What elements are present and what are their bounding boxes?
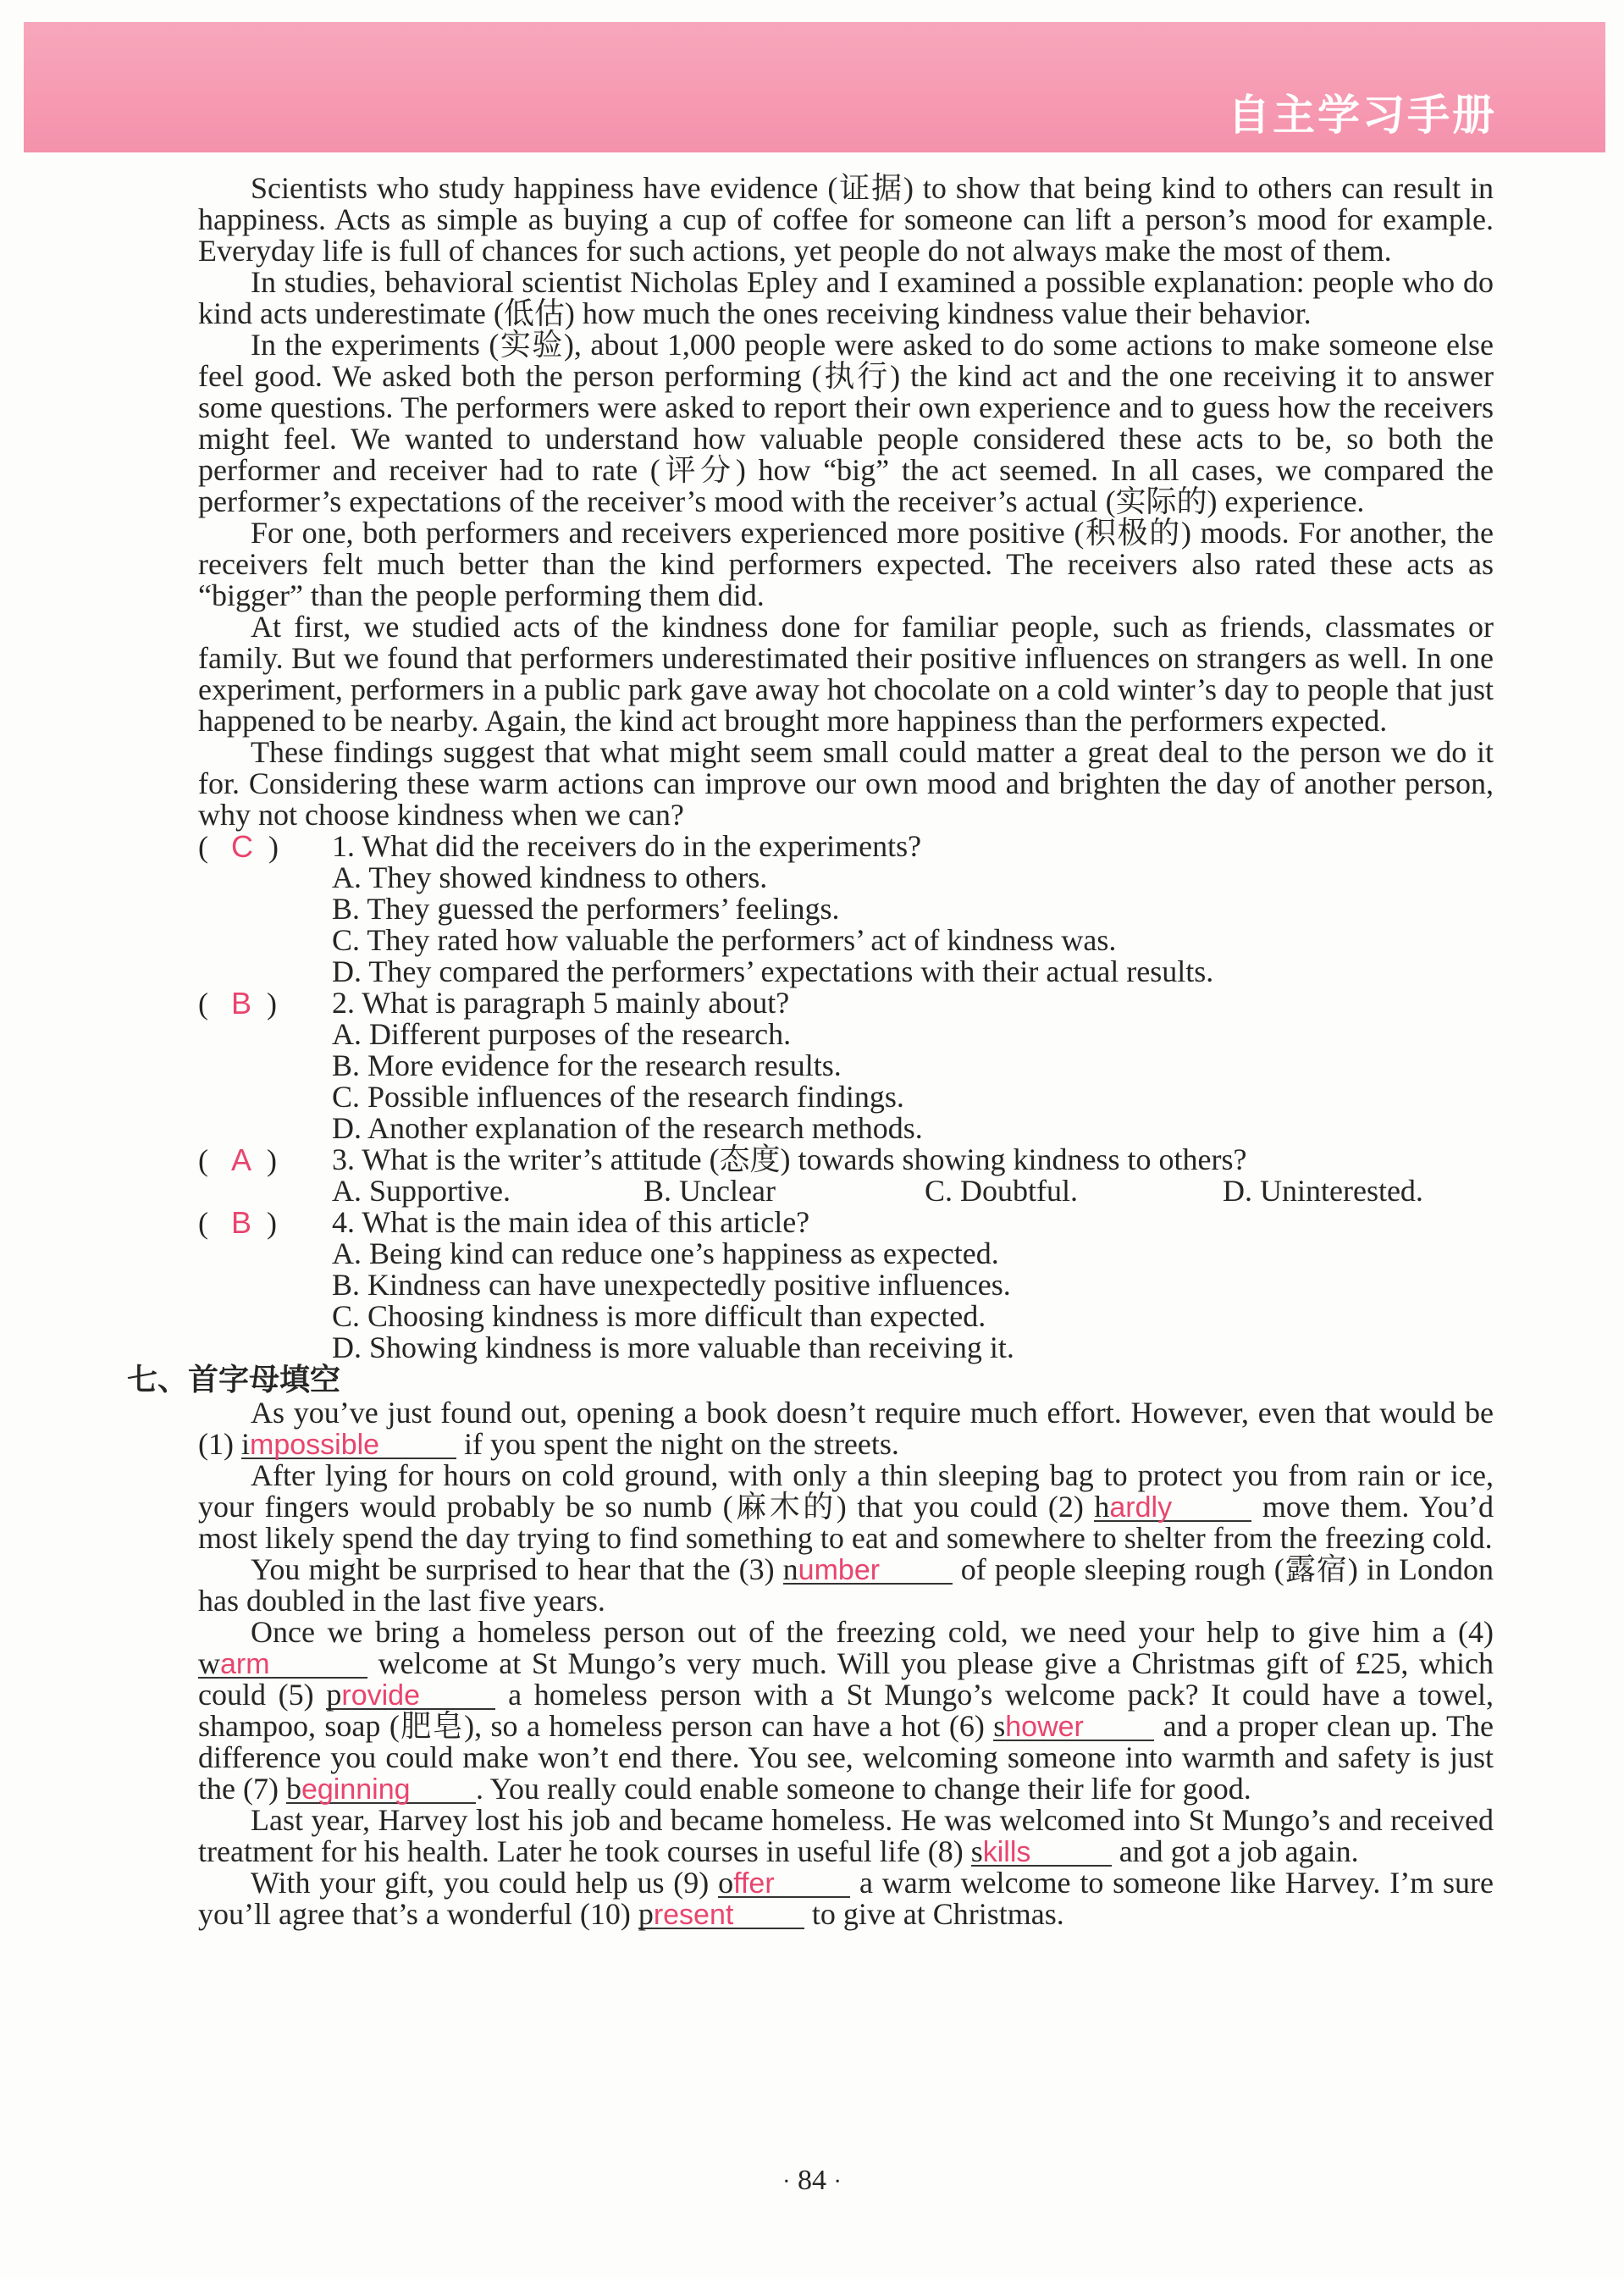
fill-blank[interactable]: offer bbox=[718, 1870, 850, 1898]
reading-paragraph: Scientists who study happiness have evidence (证据) to show that being kind to others can result in happiness. Acts as simple as buying a cup of coffee for someone can lift a person’s mood for example. Everyday life is full of chances for such actions, yet people do not always make the most of them. bbox=[198, 171, 1494, 268]
question-2 bbox=[198, 987, 1494, 1144]
cloze-paragraph: With your gift, you could help us (9) offer a warm welcome to someone like Harvey. I’m sure you’ll agree that’s a wonderful (10) present to give at Christmas. bbox=[198, 1866, 1494, 1931]
cloze-paragraph: Once we bring a homeless person out of the freezing cold, we need your help to give him a (4) warm welcome at St Mungo’s very much. Will you please give a Christmas gift of £25, which could (5) provide a homeless person with a St Mungo’s welcome pack? It could have a towel, shampoo, soap (肥皂), so a homeless person can have a hot (6) shower and a proper clean up. The difference you could make won’t end there. You see, welcoming someone into warmth and safety is just the (7) beginning . You really could enable someone to change their life for good. bbox=[198, 1615, 1494, 1806]
answer-bracket: ( B ) bbox=[198, 986, 278, 1021]
answer-bracket: ( C ) bbox=[198, 829, 279, 864]
answer-mark: C bbox=[231, 829, 253, 864]
fill-blank[interactable]: beginning bbox=[286, 1776, 476, 1804]
option: D. Uninterested. bbox=[1223, 1174, 1423, 1208]
question-text: 4. What is the main idea of this article? bbox=[332, 1205, 810, 1239]
answer-bracket: ( B ) bbox=[198, 1205, 278, 1240]
option: C. Doubtful. bbox=[925, 1174, 1079, 1208]
reading-paragraph: These findings suggest that what might seem small could matter a great deal to the person we do it for. Considering these warm actions can improve our own mood and brighten the day of another person, why not choose kindness when we can? bbox=[198, 735, 1494, 832]
question-text: 2. What is paragraph 5 mainly about? bbox=[332, 986, 790, 1020]
option: B. They guessed the performers’ feelings. bbox=[332, 892, 840, 926]
option: B. Unclear bbox=[644, 1174, 776, 1208]
option: C. Possible influences of the research findings. bbox=[332, 1080, 904, 1114]
fill-blank[interactable]: impossible bbox=[241, 1431, 456, 1459]
answer-mark: B bbox=[231, 1205, 252, 1240]
cloze-paragraph: Last year, Harvey lost his job and became homeless. He was welcomed into St Mungo’s and received treatment for his health. Later he took courses in useful life (8) skills and got a job again. bbox=[198, 1803, 1494, 1868]
question-text: 1. What did the receivers do in the experiments? bbox=[332, 829, 922, 863]
fill-blank[interactable]: warm bbox=[198, 1651, 367, 1679]
cloze-paragraph: As you’ve just found out, opening a book doesn’t require much effort. However, even that would be (1) impossible if you spent the night on the streets. bbox=[198, 1396, 1494, 1461]
reading-paragraph: For one, both performers and receivers experienced more positive (积极的) moods. For another, the receivers felt much better than the kind performers expected. The receivers also rated these acts as “bigger” than the people performing them did. bbox=[198, 516, 1494, 612]
option: A. Different purposes of the research. bbox=[332, 1017, 792, 1051]
question-4 bbox=[198, 1207, 1494, 1364]
option: B. Kindness can have unexpectedly positive influences. bbox=[332, 1268, 1011, 1302]
option: A. Being kind can reduce one’s happiness as expected. bbox=[332, 1236, 999, 1270]
fill-blank[interactable]: provide bbox=[326, 1682, 495, 1710]
section-title: 七、首字母填空 bbox=[127, 1363, 341, 1397]
question-1 bbox=[198, 831, 1494, 987]
page-number: · 84 · bbox=[782, 2165, 842, 2196]
reading-paragraph: At first, we studied acts of the kindness done for familiar people, such as friends, classmates or family. But we found that performers underestimated their positive influences on strangers as well. In one experiment, performers in a public park gave away hot chocolate on a cold winter’s day to people that just happened to be nearby. Again, the kind act brought more happiness than the performers expected. bbox=[198, 610, 1494, 738]
book-title: 自主学习手册 bbox=[1228, 91, 1497, 140]
options-row bbox=[198, 1175, 1494, 1207]
question-text: 3. What is the writer’s attitude (态度) towards showing kindness to others? bbox=[332, 1142, 1247, 1176]
option: A. Supportive. bbox=[332, 1174, 511, 1208]
answer-bracket: ( A ) bbox=[198, 1142, 278, 1177]
option: B. More evidence for the research results. bbox=[332, 1048, 842, 1082]
reading-paragraph: In the experiments (实验), about 1,000 people were asked to do some actions to make someone else feel good. We asked both the person performing (执行) the kind act and the one receiving it to answer some questions. The performers were asked to report their own experience and to guess how the receivers might feel. We wanted to understand how valuable people considered these acts to be, so both the performer and receiver had to rate (评分) how “big” the act seemed. In all cases, we compared the performer’s expectations of the receiver’s mood with the receiver’s actual (实际的) experience. bbox=[198, 328, 1494, 518]
header-banner bbox=[24, 22, 1605, 152]
fill-blank[interactable]: skills bbox=[971, 1839, 1112, 1867]
option: C. Choosing kindness is more difficult than expected. bbox=[332, 1299, 986, 1333]
fill-blank[interactable]: hardly bbox=[1094, 1494, 1251, 1522]
fill-blank[interactable]: present bbox=[638, 1901, 804, 1929]
cloze-paragraph: You might be surprised to hear that the (3) number of people sleeping rough (露宿) in London has doubled in the last five years. bbox=[198, 1552, 1494, 1618]
reading-paragraph: In studies, behavioral scientist Nicholas Epley and I examined a possible explanation: people who do kind acts underestimate (低估) how much the ones receiving kindness value their behavior. bbox=[198, 265, 1494, 330]
answer-mark: B bbox=[231, 986, 252, 1021]
question-3 bbox=[198, 1144, 1494, 1207]
option: D. They compared the performers’ expectations with their actual results. bbox=[332, 954, 1214, 988]
cloze-paragraph: After lying for hours on cold ground, with only a thin sleeping bag to protect you from rain or ice, your fingers would probably be so numb (麻木的) that you could (2) hardly move them. You’d most likely spend the day trying to find something to eat and somewhere to shelter from the freezing cold. bbox=[198, 1458, 1494, 1555]
fill-blank[interactable]: number bbox=[783, 1557, 953, 1585]
option: D. Another explanation of the research methods. bbox=[332, 1111, 923, 1145]
fill-blank[interactable]: shower bbox=[993, 1713, 1154, 1741]
option: A. They showed kindness to others. bbox=[332, 860, 768, 894]
option: C. They rated how valuable the performers’ act of kindness was. bbox=[332, 923, 1117, 957]
answer-mark: A bbox=[231, 1142, 252, 1177]
page-content bbox=[127, 171, 1494, 1931]
option: D. Showing kindness is more valuable than receiving it. bbox=[332, 1330, 1014, 1364]
